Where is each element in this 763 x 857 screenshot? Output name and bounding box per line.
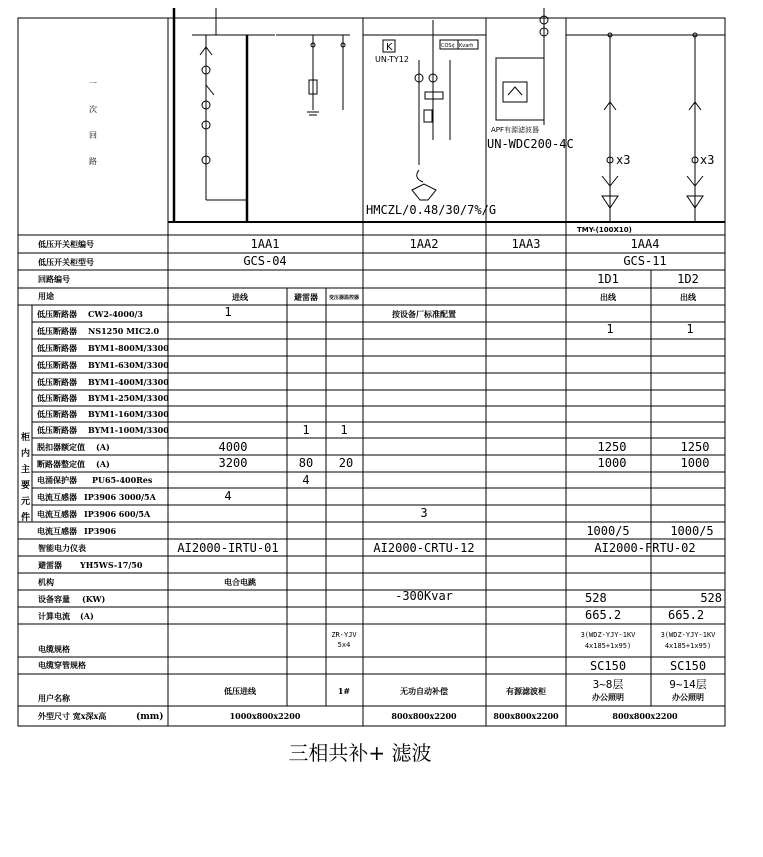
row-label: 用户名称 xyxy=(38,693,70,703)
row-label: 设备容量 xyxy=(38,594,70,604)
arrester-model: YH5WS-17/50 xyxy=(80,560,143,570)
component-model: BYM1-400M/3300 xyxy=(88,377,169,387)
component-value: 1250 xyxy=(680,440,710,454)
x3-label-b: x3 xyxy=(700,153,715,167)
component-label: 低压断路器 xyxy=(37,326,77,336)
cabinet-model: GCS-04 xyxy=(243,254,287,268)
row-label: 电缆规格 xyxy=(38,644,70,654)
component-model: BYM1-630M/3300 xyxy=(88,360,169,370)
meter-value: AI2000-FRTU-02 xyxy=(594,541,696,555)
capacity-row xyxy=(38,589,722,605)
component-model: (A) xyxy=(96,442,110,452)
component-value: 1 xyxy=(302,423,310,437)
row-label: 智能电力仪表 xyxy=(38,543,86,553)
row-label: 机构 xyxy=(38,577,54,587)
capacity-value: 528 xyxy=(700,591,722,605)
cable-spec: 4x185+1x95) xyxy=(664,642,712,650)
component-value: 1 xyxy=(340,423,348,437)
diagram-title: 三相共补+ 滤波 xyxy=(288,741,432,765)
loop-no: 1D2 xyxy=(677,272,699,286)
component-label: 低压断路器 xyxy=(37,409,77,419)
row-unit: (mm) xyxy=(136,712,164,722)
capacity-value: -300Kvar xyxy=(395,589,453,603)
row-label: 计算电流 xyxy=(38,611,70,621)
mechanism-value: 电合电跳 xyxy=(224,577,256,587)
row-label: 用途 xyxy=(38,291,54,301)
component-value: 3 xyxy=(420,506,428,520)
arrester-row xyxy=(37,560,143,570)
cable-spec-row xyxy=(38,631,716,654)
component-label: 低压断路器 xyxy=(37,377,77,387)
cable-zr: ZR-YJV xyxy=(331,631,357,639)
component-label: 脱扣器额定值 xyxy=(37,442,85,452)
row-unit: (KW) xyxy=(82,594,106,604)
relay-cos-label: COS¢ xyxy=(441,43,455,49)
component-value: 1 xyxy=(224,305,232,319)
cabinet-no: 1AA2 xyxy=(409,237,439,251)
dimension-value: 800x800x2200 xyxy=(391,711,457,721)
user-value: 3~8层 xyxy=(592,678,624,691)
current-value: 665.2 xyxy=(668,608,705,622)
component-model: IP3906 3000/5A xyxy=(84,492,156,502)
component-model: BYM1-160M/3300 xyxy=(88,409,169,419)
row-unit: (A) xyxy=(80,611,94,621)
component-value: 20 xyxy=(338,456,354,470)
component-label: 低压断路器 xyxy=(37,343,77,353)
user-value: 低压进线 xyxy=(224,686,256,696)
side-char: 次 xyxy=(89,105,97,114)
component-value: 1 xyxy=(606,322,614,336)
component-model: NS1250 MIC2.0 xyxy=(88,326,160,336)
usage-value: 按设备厂标准配置 xyxy=(392,309,456,319)
component-model: IP3906 xyxy=(84,526,117,536)
component-value: 4000 xyxy=(218,440,248,454)
cabinet-no: 1AA1 xyxy=(250,237,280,251)
component-label: 断路器整定值 xyxy=(37,459,85,469)
component-value: 1000/5 xyxy=(670,524,714,538)
user-row xyxy=(38,678,707,703)
component-model: BYM1-100M/3300 xyxy=(88,425,169,435)
usage-value: 进线 xyxy=(232,292,248,302)
x3-label-a: x3 xyxy=(616,153,631,167)
dimension-value: 1000x800x2200 xyxy=(229,711,301,721)
row-label: 外型尺寸 宽x深x高 xyxy=(38,711,107,721)
component-model: BYM1-250M/3300 xyxy=(88,393,169,403)
dimension-value: 800x800x2200 xyxy=(493,711,559,721)
cable-spec: 3(WDZ-YJY-1KV xyxy=(580,631,636,639)
side-char: 回 xyxy=(89,131,97,140)
row-label: 低压开关柜编号 xyxy=(38,239,94,249)
dimension-value: 800x800x2200 xyxy=(612,711,678,721)
component-label: 低压断路器 xyxy=(37,309,77,319)
user-value: 无功自动补偿 xyxy=(400,686,448,696)
user-value: 9~14层 xyxy=(669,678,707,691)
loop-no: 1D1 xyxy=(597,272,619,286)
component-label: 电涌保护器 xyxy=(37,475,77,485)
usage-value: 出线 xyxy=(600,292,616,302)
section-char: 元 xyxy=(21,497,31,507)
component-label: 低压断路器 xyxy=(37,393,77,403)
component-model: PU65-400Res xyxy=(92,475,153,485)
cable-spec: 3(WDZ-YJY-1KV xyxy=(660,631,716,639)
apf-label: APF有源滤波器 xyxy=(491,126,540,134)
row-label: 电缆穿管规格 xyxy=(38,660,86,670)
current-row xyxy=(38,608,704,622)
component-value: 1250 xyxy=(597,440,627,454)
usage-value: 避雷器 xyxy=(294,292,318,302)
cabinet-no: 1AA3 xyxy=(511,237,541,251)
dimension-row xyxy=(38,711,678,722)
user-value: 办公照明 xyxy=(672,692,704,702)
conduit-row xyxy=(38,659,706,673)
section-char: 内 xyxy=(21,449,31,459)
conduit-value: SC150 xyxy=(669,659,707,673)
section-char: 件 xyxy=(21,513,31,523)
component-value: 4 xyxy=(224,489,232,503)
cable-spec: 4x185+1x95) xyxy=(584,642,632,650)
user-value: 有源滤波柜 xyxy=(506,686,546,696)
side-char: 一 xyxy=(89,79,97,88)
component-value: 80 xyxy=(298,456,314,470)
circuit-labels xyxy=(366,40,714,234)
conduit-value: SC150 xyxy=(589,659,627,673)
section-char: 主 xyxy=(21,465,31,475)
cabinet-number-row xyxy=(243,237,699,286)
usage-value: 出线 xyxy=(680,292,696,302)
cabinet-no: 1AA4 xyxy=(630,237,660,251)
section-char: 要 xyxy=(21,481,31,491)
component-value: 4 xyxy=(302,473,310,487)
cable-zr: 5x4 xyxy=(337,641,351,649)
row-label: 回路编号 xyxy=(38,274,70,284)
meter-value: AI2000-CRTU-12 xyxy=(373,541,475,555)
user-value: 办公照明 xyxy=(592,692,624,702)
user-value: 1# xyxy=(337,686,351,696)
component-label: 电流互感器 xyxy=(37,526,77,536)
un-ty12-label: UN-TY12 xyxy=(375,55,409,64)
meter-row xyxy=(38,541,696,555)
relay-kvarh-label: Kvarh xyxy=(459,43,474,49)
section-char: 柜 xyxy=(21,433,31,443)
tmy-label: TMY-(100X10) xyxy=(577,226,632,234)
component-value: 1000 xyxy=(597,456,627,470)
component-section-label xyxy=(21,431,30,523)
usage-value: 变压器温控器 xyxy=(328,295,360,301)
component-value: 1 xyxy=(686,322,694,336)
component-model: IP3906 600/5A xyxy=(84,509,151,519)
mechanism-row xyxy=(38,577,256,587)
component-model: CW2-4000/3 xyxy=(88,309,143,319)
capacity-value: 528 xyxy=(585,591,607,605)
component-label: 电流互感器 xyxy=(37,509,77,519)
component-label: 电流互感器 xyxy=(37,492,77,502)
component-model: BYM1-800M/3300 xyxy=(88,343,169,353)
un-wdc-label: UN-WDC200-4C xyxy=(487,137,574,151)
meter-value: AI2000-IRTU-01 xyxy=(177,541,279,555)
component-model: (A) xyxy=(96,459,110,469)
component-value: 1000 xyxy=(680,456,710,470)
k-label: K xyxy=(386,42,393,53)
current-value: 665.2 xyxy=(585,608,622,622)
row-label: 低压开关柜型号 xyxy=(38,257,94,267)
row-label: 避雷器 xyxy=(38,560,62,570)
component-value: 3200 xyxy=(218,456,248,470)
component-value: 1000/5 xyxy=(586,524,630,538)
component-label: 低压断路器 xyxy=(37,360,77,370)
primary-circuit-label xyxy=(89,79,97,166)
cabinet-model: GCS-11 xyxy=(623,254,667,268)
side-char: 路 xyxy=(89,157,97,166)
hmczl-label: HMCZL/0.48/30/7%/G xyxy=(366,203,497,217)
component-label: 低压断路器 xyxy=(37,425,77,435)
